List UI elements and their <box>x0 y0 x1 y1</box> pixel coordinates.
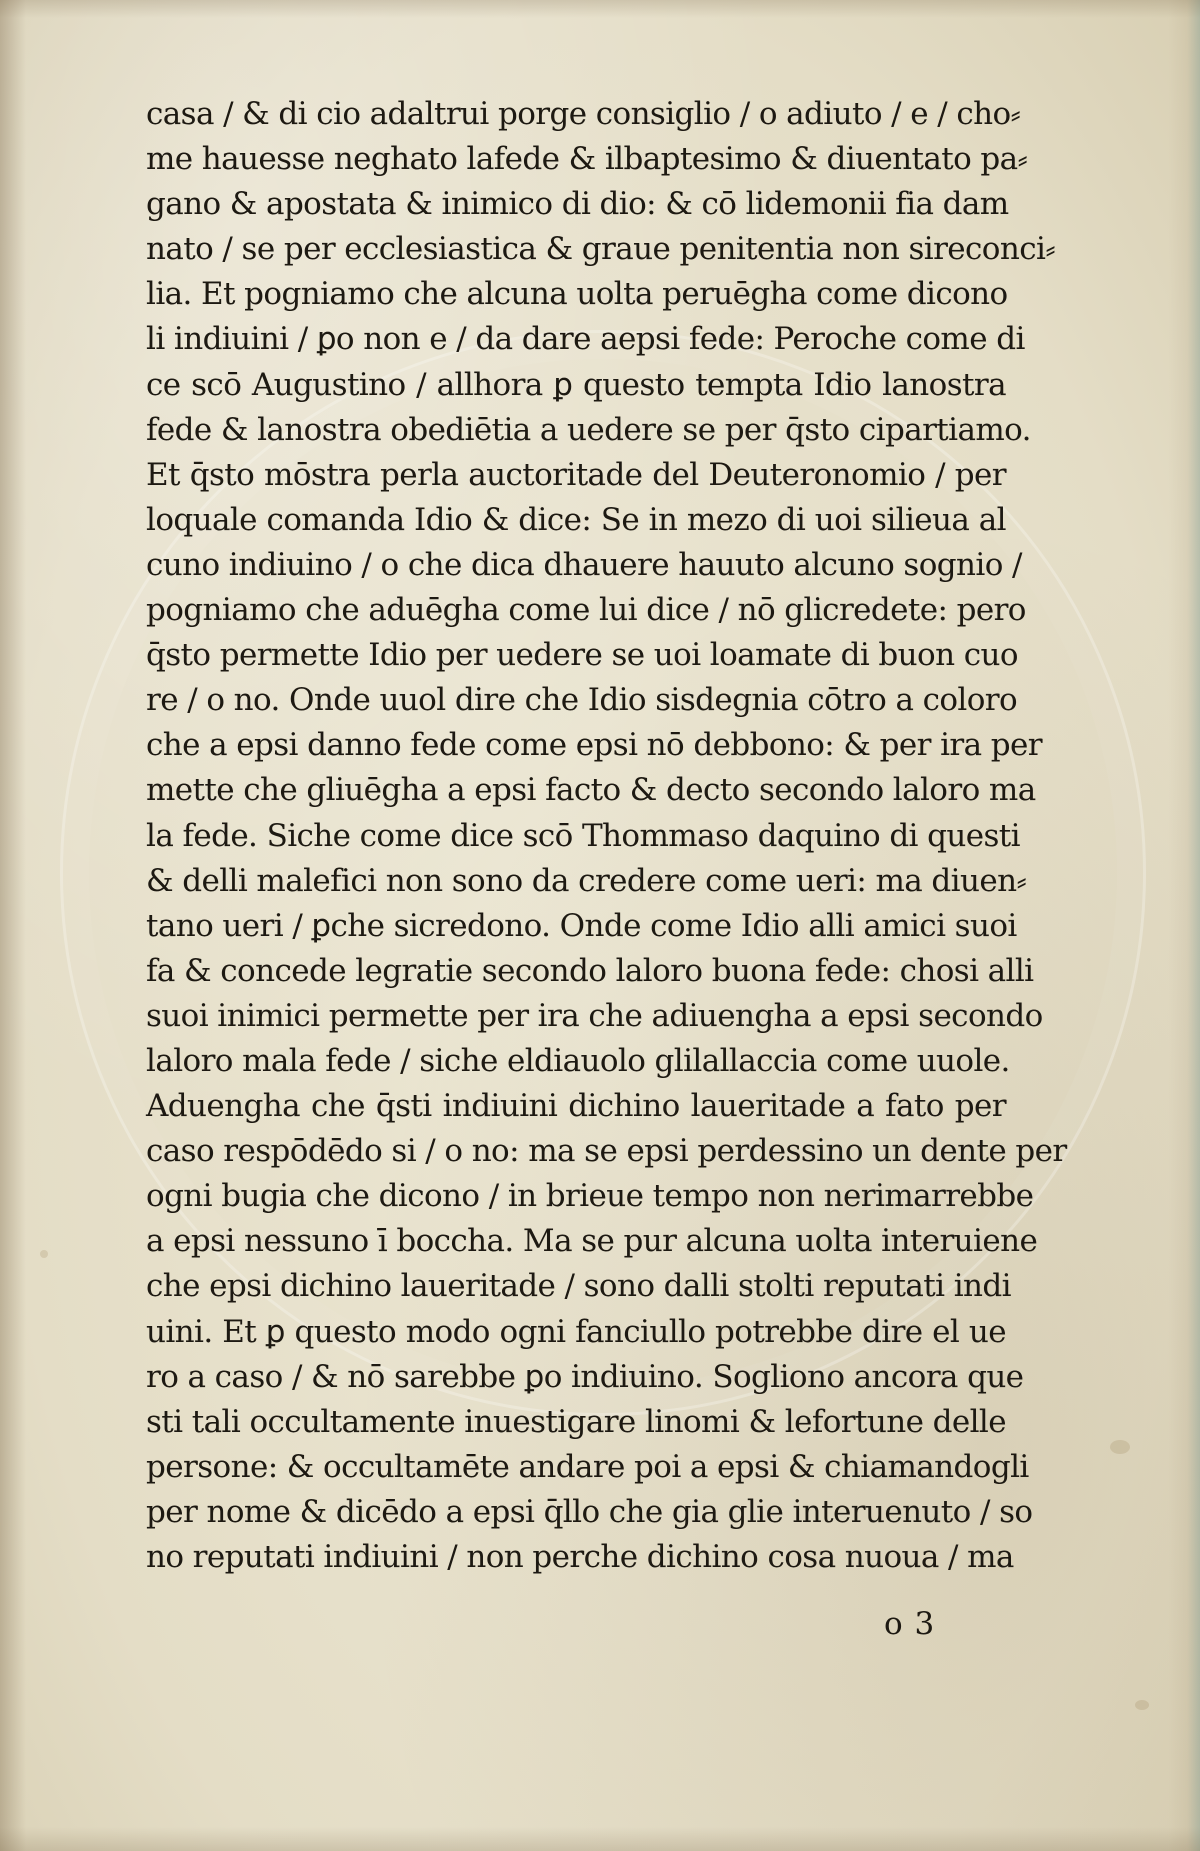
text-line: suoi inimici permette per ira che adiuengha a epsi secondo <box>146 997 1043 1034</box>
text-line: lia. Et pogniamo che alcuna uolta peruēgha come dicono <box>146 276 1008 313</box>
text-line: casa / & di cio adaltrui porge consiglio / o adiuto / e / cho⸗ <box>146 96 1021 132</box>
text-line: ro a caso / & nō sarebbe ꝑo indiuino. Sogliono ancora que <box>146 1358 1024 1395</box>
text-line: la fede. Siche come dice scō Thommaso daquino di questi <box>146 817 1020 854</box>
text-line: loquale comanda Idio & dice: Se in mezo di uoi silieua al <box>146 501 1006 538</box>
text-line: pogniamo che aduēgha come lui dice / nō glicredete: pero <box>146 592 1026 629</box>
text-line: re / o no. Onde uuol dire che Idio sisdegnia cōtro a coloro <box>146 682 1018 719</box>
paper-stain <box>40 1250 48 1258</box>
printed-text-block <box>146 92 1067 1580</box>
text-line: & delli malefici non sono da credere come ueri: ma diuen⸗ <box>146 862 1027 899</box>
text-line: laloro mala fede / siche eldiauolo glilallaccia come uuole. <box>146 1042 1010 1079</box>
text-line: cuno indiuino / o che dica dhauere hauuto alcuno sognio / <box>146 546 1022 583</box>
text-line: sti tali occultamente inuestigare linomi & lefortune delle <box>146 1403 1006 1440</box>
text-line: fede & lanostra obediētia a uedere se per q̄sto cipartiamo. <box>146 411 1031 448</box>
text-line: caso respōdēdo si / o no: ma se epsi perdessino un dente per <box>146 1133 1067 1170</box>
text-line: q̄sto permette Idio per uedere se uoi loamate di buon cuo <box>146 637 1018 674</box>
text-line: ogni bugia che dicono / in brieue tempo non nerimarrebbe <box>146 1178 1034 1215</box>
page-bottom-edge-shadow <box>0 1827 1200 1851</box>
text-line: no reputati indiuini / non perche dichino cosa nuoua / ma <box>146 1539 1014 1575</box>
text-line: Aduengha che q̄sti indiuini dichino laueritade a fato per <box>146 1088 1006 1125</box>
page-right-edge-shadow <box>1168 0 1200 1851</box>
text-line: persone: & occultamēte andare poi a epsi & chiamandogli <box>146 1448 1029 1485</box>
text-line: che a epsi danno fede come epsi nō debbono: & per ira per <box>146 727 1042 764</box>
page-left-edge-shadow <box>0 0 26 1851</box>
text-line: li indiuini / ꝑo non e / da dare aepsi fede: Peroche come di <box>146 321 1025 358</box>
signature-mark: o 3 <box>884 1606 936 1642</box>
page-top-edge-shadow <box>0 0 1200 18</box>
text-line: che epsi dichino laueritade / sono dalli stolti reputati indi <box>146 1268 1011 1305</box>
text-line: mette che gliuēgha a epsi facto & decto secondo laloro ma <box>146 772 1036 809</box>
text-line: Et q̄sto mōstra perla auctoritade del Deuteronomio / per <box>146 456 1006 493</box>
paper-stain <box>1135 1700 1149 1710</box>
text-line: per nome & dicēdo a epsi q̄llo che gia glie interuenuto / so <box>146 1493 1033 1530</box>
text-line: tano ueri / ꝑche sicredono. Onde come Idio alli amici suoi <box>146 907 1017 944</box>
text-line: a epsi nessuno ī boccha. Ma se pur alcuna uolta interuiene <box>146 1223 1038 1260</box>
text-line: fa & concede legratie secondo laloro buona fede: chosi alli <box>146 952 1034 989</box>
text-line: nato / se per ecclesiastica & graue penitentia non sireconci⸗ <box>146 231 1056 268</box>
text-line: me hauesse neghato lafede & ilbaptesimo & diuentato pa⸗ <box>146 141 1028 178</box>
text-line: gano & apostata & inimico di dio: & cō lidemonii fia dam <box>146 186 1009 223</box>
text-line: uini. Et ꝑ questo modo ogni fanciullo potrebbe dire el ue <box>146 1313 1006 1350</box>
paper-stain <box>1110 1440 1130 1454</box>
text-line: ce scō Augustino / allhora ꝑ questo tempta Idio lanostra <box>146 366 1006 403</box>
